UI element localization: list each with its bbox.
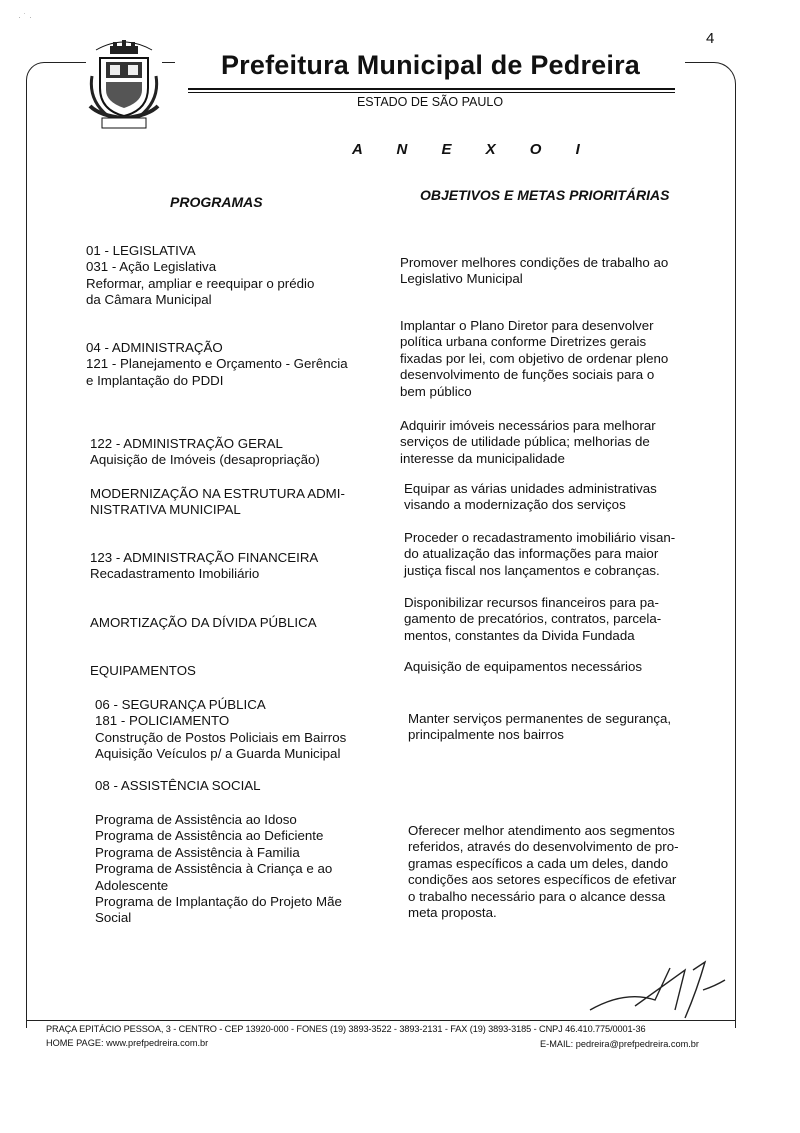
objective-administracao: Implantar o Plano Diretor para desenvolver política urbana conforme Diretrizes gerais fixadas por lei, com objetivo de ordenar pleno desenvolvimento de funções sociais para o bem público — [400, 318, 669, 399]
signature-icon — [585, 960, 735, 1020]
objective-assistencia: Oferecer melhor atendimento aos segmentos referidos, através do desenvolvimento de pro- gramas específicos a cada um deles, dando condições aos setores específicos de efetivar o trabalho necessário para o alcance dessa meta proposta. — [408, 823, 679, 921]
title-underline — [188, 88, 675, 90]
program-seguranca: 06 - SEGURANÇA PÚBLICA 181 - POLICIAMENTO Construção de Postos Policiais em Bairros Aquisição Veículos p/ a Guarda Municipal — [95, 697, 347, 762]
scan-mark: · ˙ · — [18, 12, 32, 22]
page-frame-bottom — [26, 1020, 736, 1021]
objective-seguranca: Manter serviços permanentes de segurança, principalmente nos bairros — [408, 711, 672, 743]
page-number: 4 — [706, 30, 715, 47]
state-name: ESTADO DE SÃO PAULO — [356, 95, 504, 109]
objective-administracao-geral: Adquirir imóveis necessários para melhorar serviços de utilidade pública; melhorias de interesse da municipalidade — [400, 418, 656, 466]
objective-equipamentos: Aquisição de equipamentos necessários — [404, 659, 643, 674]
program-assistencia-social: 08 - ASSISTÊNCIA SOCIAL — [95, 778, 261, 793]
municipal-seal-icon — [88, 36, 160, 144]
objective-legislativa: Promover melhores condições de trabalho ao Legislativo Municipal — [400, 255, 669, 287]
footer-homepage: HOME PAGE: www.prefpedreira.com.br — [46, 1038, 209, 1048]
footer-email: E-MAIL: pedreira@prefpedreira.com.br — [540, 1039, 699, 1049]
program-administracao-financeira: 123 - ADMINISTRAÇÃO FINANCEIRA Recadastramento Imobiliário — [90, 550, 319, 582]
program-legislativa: 01 - LEGISLATIVA 031 - Ação Legislativa Reformar, ampliar e reequipar o prédio da Câmara Municipal — [86, 243, 315, 308]
program-amortizacao: AMORTIZAÇÃO DA DÍVIDA PÚBLICA — [90, 615, 317, 630]
objective-administracao-financeira: Proceder o recadastramento imobiliário visan- do atualização das informações para maior justiça fiscal nos lançamentos e cobranças. — [404, 530, 676, 578]
column-header-objectives: OBJETIVOS E METAS PRIORITÁRIAS — [420, 187, 670, 203]
column-header-programs: PROGRAMAS — [170, 194, 263, 210]
municipality-title: Prefeitura Municipal de Pedreira — [220, 50, 641, 80]
objective-amortizacao: Disponibilizar recursos financeiros para pa- gamento de precatórios, contratos, parcela- mentos, constantes da Divida Fundada — [404, 595, 662, 643]
annex-title: A N E X O I — [352, 141, 588, 158]
program-modernizacao: MODERNIZAÇÃO NA ESTRUTURA ADMI- NISTRATIVA MUNICIPAL — [90, 486, 345, 518]
title-underline-thin — [188, 92, 675, 93]
program-administracao-geral: 122 - ADMINISTRAÇÃO GERAL Aquisição de Imóveis (desapropriação) — [90, 436, 320, 468]
footer-address: PRAÇA EPITÁCIO PESSOA, 3 - CENTRO - CEP 13920-000 - FONES (19) 3893-3522 - 3893-2131 - FAX (19) 3893-3185 - CNPJ 46.410.775/0001-36 — [46, 1024, 646, 1034]
program-assistencia-list: Programa de Assistência ao Idoso Programa de Assistência ao Deficiente Programa de Assistência à Familia Programa de Assistência à Criança e ao Adolescente Programa de Implantação do Projeto Mãe Social — [95, 812, 342, 926]
program-equipamentos: EQUIPAMENTOS — [90, 663, 196, 678]
program-administracao: 04 - ADMINISTRAÇÃO 121 - Planejamento e Orçamento - Gerência e Implantação do PDDI — [86, 340, 348, 388]
objective-modernizacao: Equipar as várias unidades administrativas visando a modernização dos serviços — [404, 481, 657, 513]
